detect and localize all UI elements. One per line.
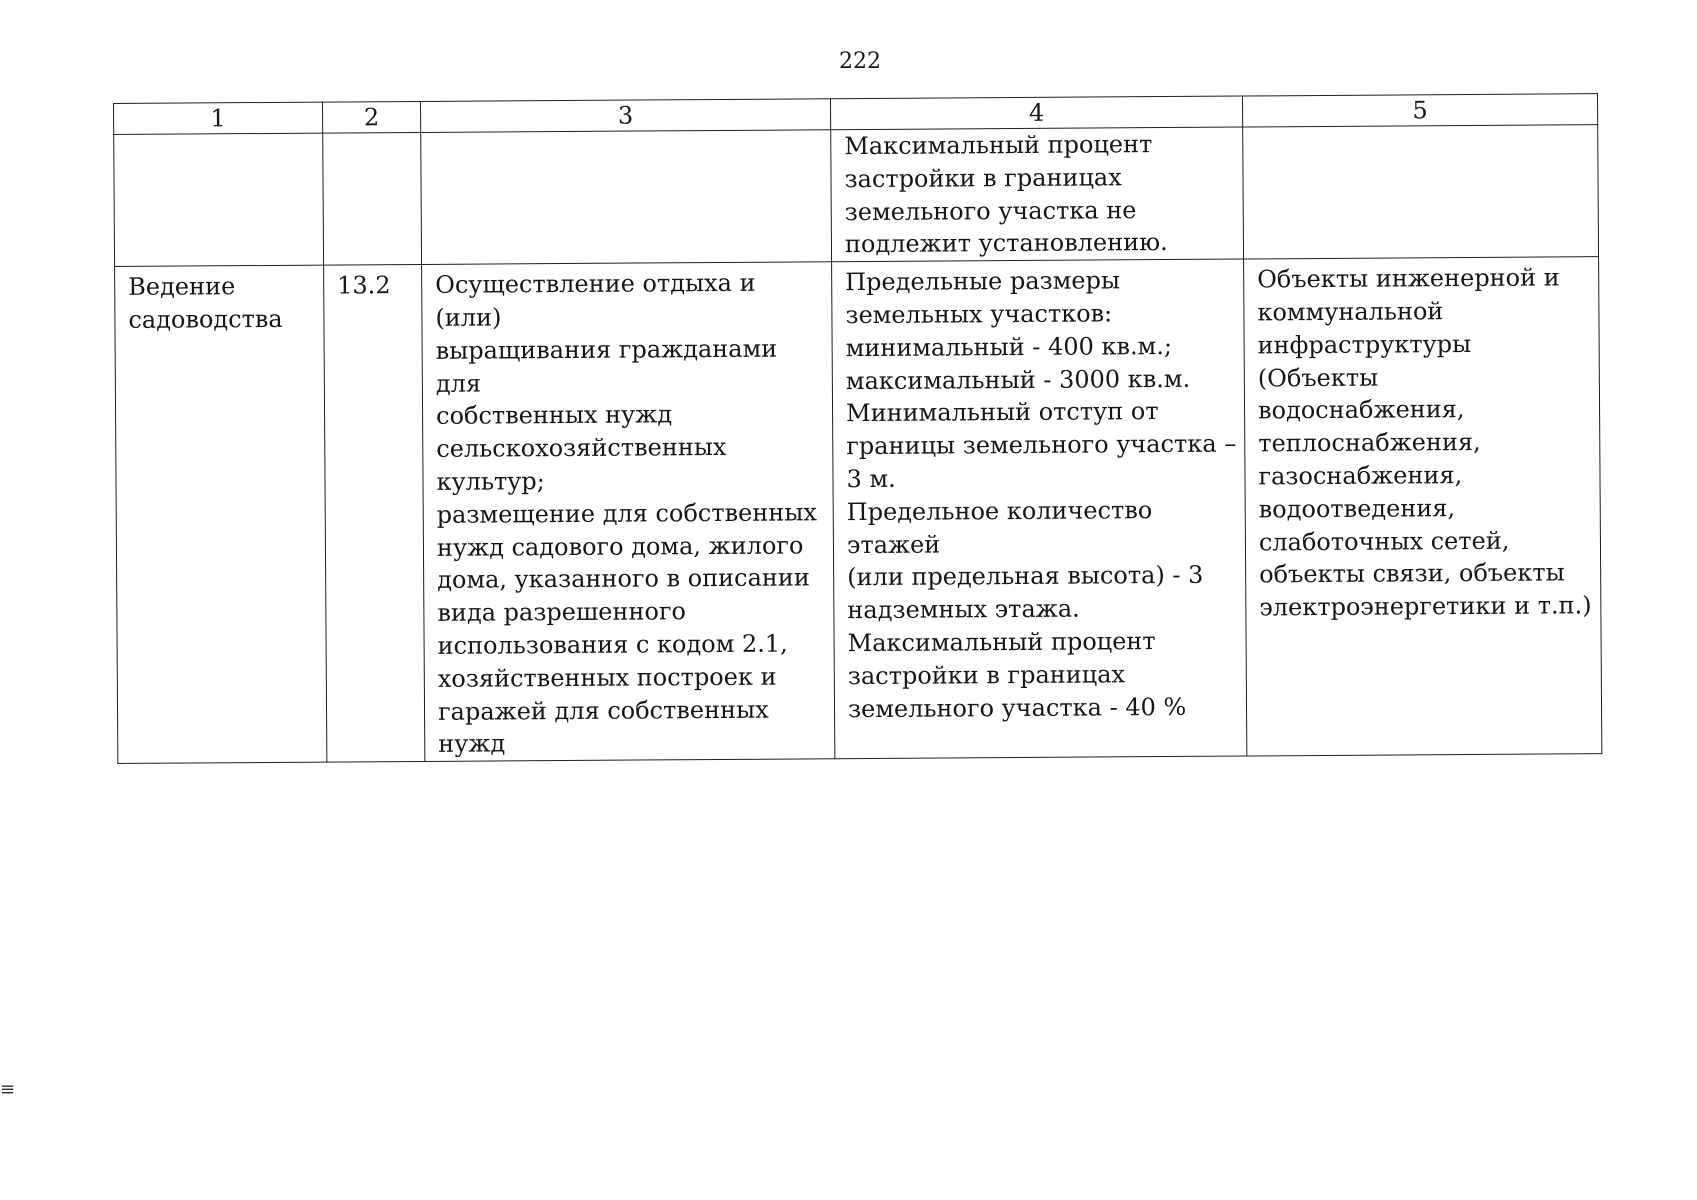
- margin-mark: ≡: [0, 1079, 16, 1100]
- use-type-name: Ведение садоводства: [115, 265, 327, 763]
- table-cell: [421, 130, 832, 265]
- table-cell: [323, 132, 422, 265]
- column-header-5: 5: [1242, 94, 1597, 127]
- use-type-description: Осуществление отдыха и (или) выращивания гражданами для собственных нужд сельскохозяйственных культур; размещение для собственных нужд садового дома, жилого дома, указанного в описании вида разрешенного использования с кодом 2.1, хозяйственных построек и гаражей для собственных нужд: [422, 262, 835, 762]
- table-cell: [1243, 125, 1599, 260]
- column-header-1: 1: [114, 102, 323, 134]
- column-header-3: 3: [420, 99, 830, 133]
- table-row: [115, 257, 1602, 764]
- column-header-4: 4: [830, 96, 1242, 130]
- table-cell: [114, 133, 324, 267]
- page-number: 222: [839, 49, 881, 74]
- auxiliary-objects: Объекты инженерной и коммунальной инфраструктуры (Объекты водоснабжения, теплоснабжения, газоснабжения, водоотведения, слаботочных сетей, объекты связи, объекты электроэнергетики и т.п.): [1244, 257, 1602, 756]
- building-parameters: Предельные размеры земельных участков: минимальный - 400 кв.м.; максимальный - 3000 кв.м. Минимальный отступ от границы земельного участка – 3 м. Предельное количество этажей (или предельная высота) - 3 надземных этажа. Максимальный процент застройки в границах земельного участка - 40 %: [832, 259, 1247, 759]
- use-type-code: 13.2: [324, 265, 425, 763]
- table-cell: Максимальный процент застройки в границах земельного участка не подлежит установлению.: [831, 127, 1244, 262]
- column-header-2: 2: [322, 101, 420, 133]
- table-row: [114, 125, 1599, 267]
- land-use-table: [113, 93, 1602, 764]
